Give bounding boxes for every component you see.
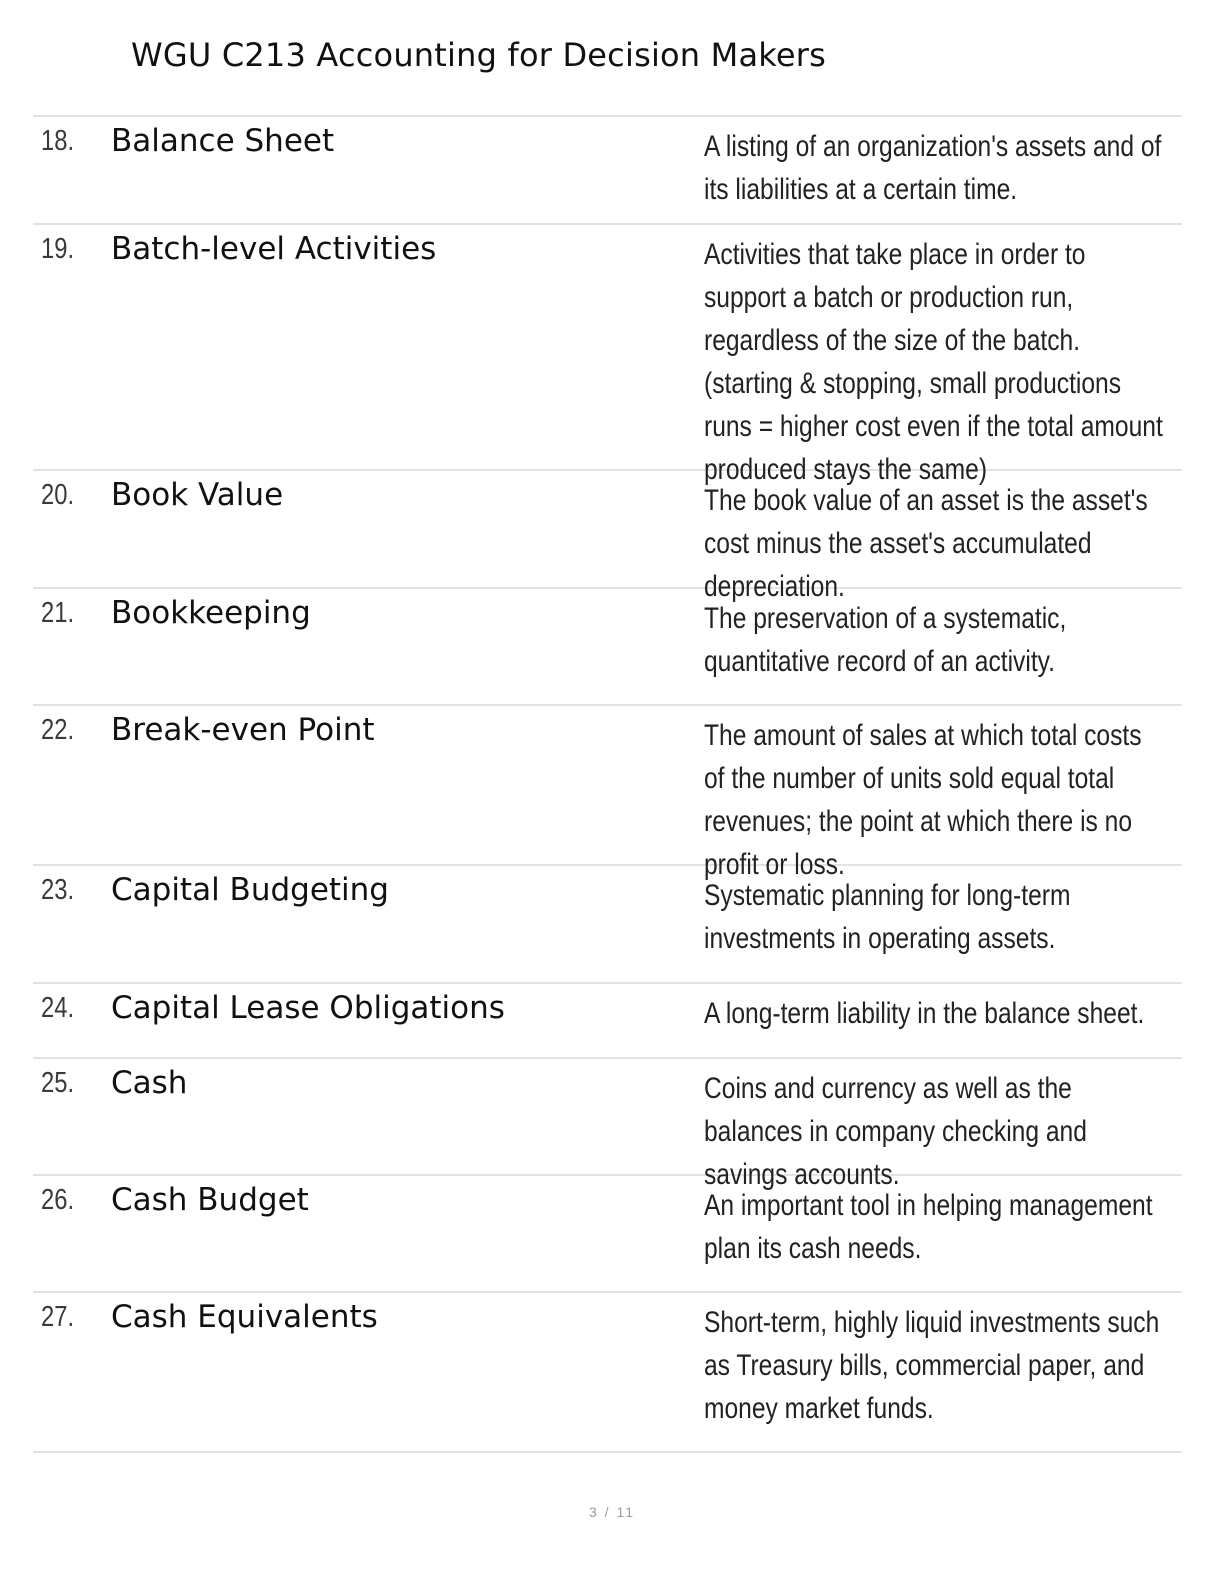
term-row [33,117,1182,225]
term-definition: Coins and currency as well as the balances in company checking and savings accounts. [704,1072,1087,1191]
term-row [33,471,1182,603]
term-list [33,115,1182,1453]
term-name: Balance Sheet [111,123,335,159]
term-number: 25. [41,1067,75,1099]
term-row [33,866,1182,984]
term-row [33,589,1182,706]
page-indicator: 3 / 11 [589,1504,635,1520]
term-definition: A listing of an organization's assets and of its liabilities at a certain time. [704,130,1162,206]
term-name: Capital Lease Obligations [111,990,505,1026]
document-title: WGU C213 Accounting for Decision Makers [131,36,826,74]
term-row [33,225,1182,486]
term-definition: Activities that take place in order to support a batch or production run, regardless of the size of the batch. (starting & stopping, small productions runs = higher cost even if the total amount produced stays the same) [704,238,1163,486]
term-definition: The book value of an asset is the asset's cost minus the asset's accumulated depreciation. [704,484,1148,603]
term-number: 23. [41,874,75,906]
term-definition: An important tool in helping management plan its cash needs. [704,1189,1153,1265]
term-name: Book Value [111,477,284,513]
term-number: 22. [41,714,75,746]
term-name: Bookkeeping [111,595,311,631]
term-row [33,984,1182,1059]
term-name: Cash Equivalents [111,1299,378,1335]
term-number: 21. [41,597,75,629]
term-definition: Systematic planning for long-term investments in operating assets. [704,879,1071,955]
term-definition: The amount of sales at which total costs of the number of units sold equal total revenues; the point at which there is no profit or loss. [704,719,1142,881]
term-name: Break-even Point [111,712,375,748]
term-row [33,1176,1182,1293]
term-definition: The preservation of a systematic, quantitative record of an activity. [704,602,1067,678]
term-row [33,706,1182,881]
term-name: Capital Budgeting [111,872,389,908]
term-row [33,1293,1182,1453]
term-name: Batch-level Activities [111,231,437,267]
term-name: Cash [111,1065,188,1101]
term-definition: Short-term, highly liquid investments such as Treasury bills, commercial paper, and money market funds. [704,1306,1160,1425]
term-number: 27. [41,1301,75,1333]
term-number: 18. [41,125,75,157]
term-definition: A long-term liability in the balance sheet. [704,997,1145,1030]
term-number: 26. [41,1184,75,1216]
term-name: Cash Budget [111,1182,309,1218]
term-number: 19. [41,233,75,265]
term-number: 24. [41,992,75,1024]
term-number: 20. [41,479,75,511]
term-row [33,1059,1182,1191]
